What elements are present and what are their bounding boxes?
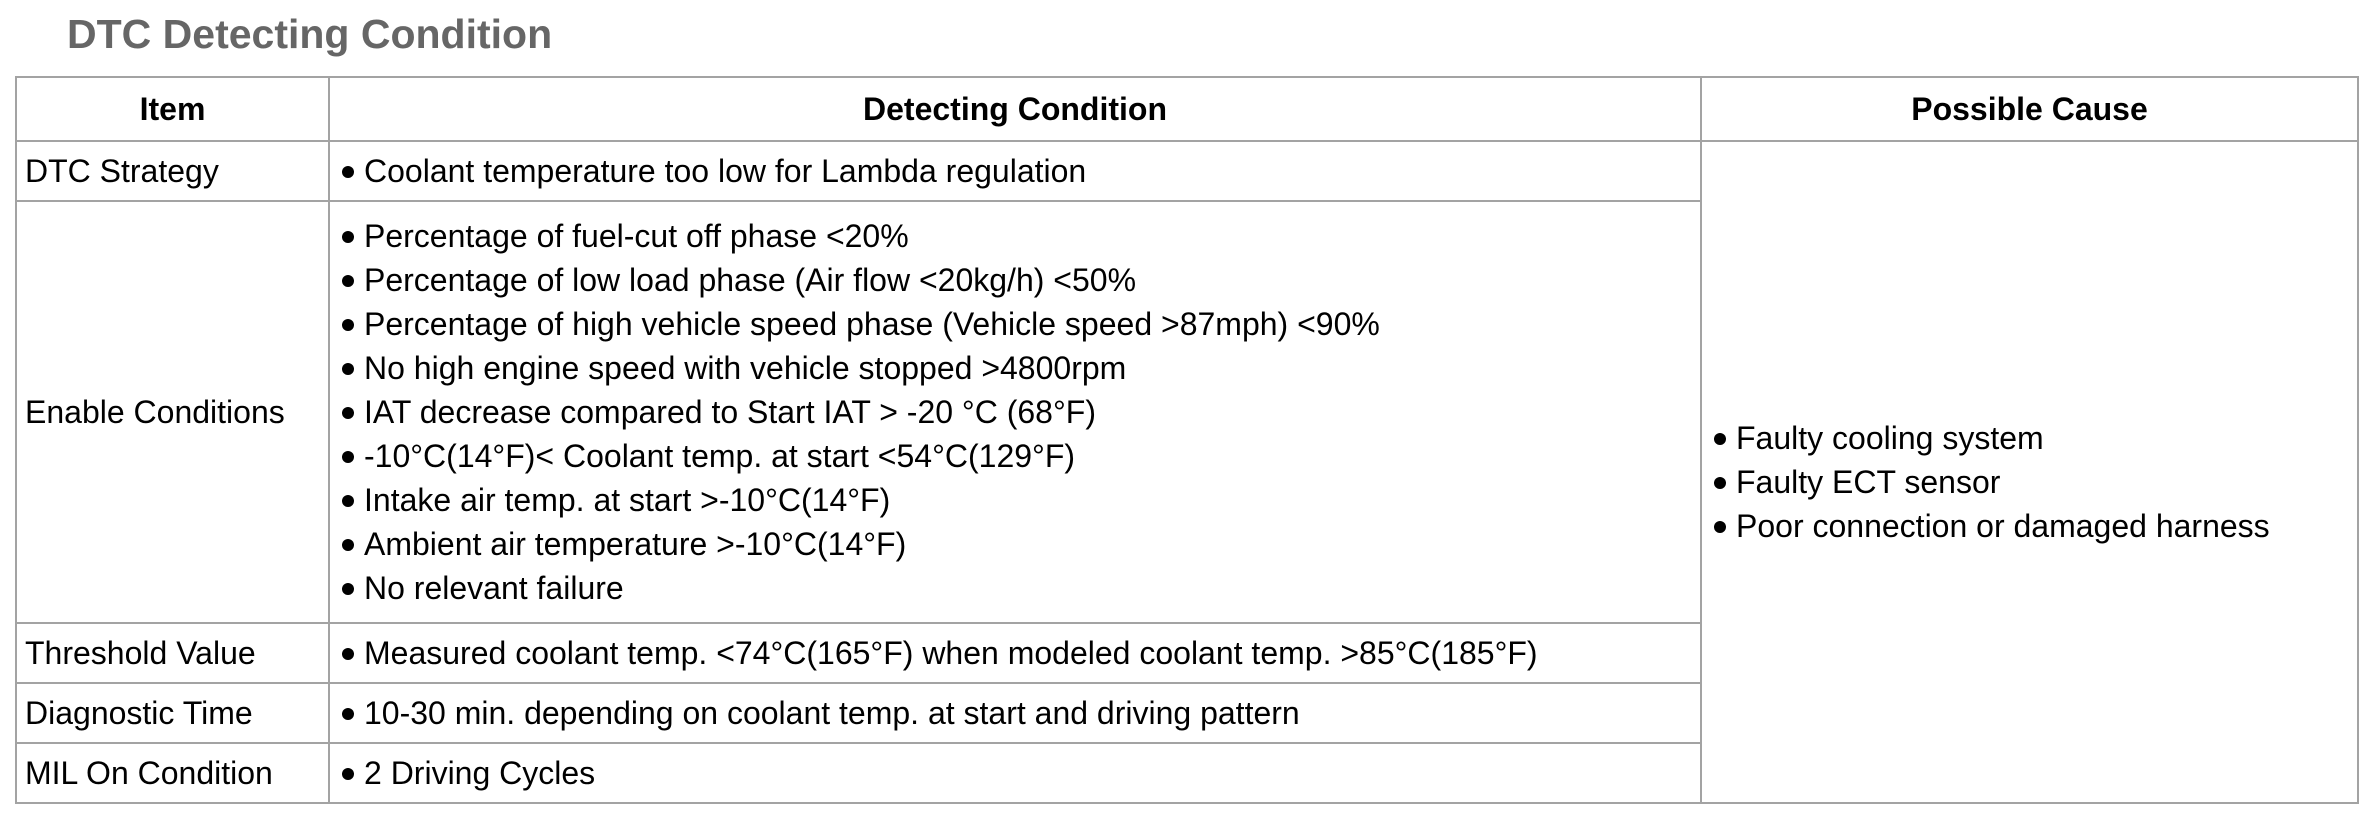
cause-bullet: Faulty cooling system: [1710, 416, 2349, 460]
condition-bullet: 10-30 min. depending on coolant temp. at start and driving pattern: [338, 691, 1692, 735]
condition-cell: [329, 201, 1701, 623]
condition-cell: [329, 743, 1701, 803]
condition-cell: [329, 623, 1701, 683]
header-detecting-condition: Detecting Condition: [329, 77, 1701, 141]
item-cell: DTC Strategy: [16, 141, 329, 201]
condition-cell: [329, 683, 1701, 743]
condition-bullet: Ambient air temperature >-10°C(14°F): [338, 522, 1692, 566]
row-dtc-strategy: [16, 141, 2358, 201]
condition-bullet: Percentage of low load phase (Air flow <20kg/h) <50%: [338, 258, 1692, 302]
page-title: DTC Detecting Condition: [67, 11, 553, 57]
item-cell: Enable Conditions: [16, 201, 329, 623]
condition-bullet: Measured coolant temp. <74°C(165°F) when modeled coolant temp. >85°C(185°F): [338, 631, 1692, 675]
condition-bullet: Coolant temperature too low for Lambda regulation: [338, 149, 1692, 193]
condition-bullet: IAT decrease compared to Start IAT > -20 °C (68°F): [338, 390, 1692, 434]
condition-bullet: Percentage of fuel-cut off phase <20%: [338, 214, 1692, 258]
possible-cause-cell: [1701, 141, 2358, 803]
header-possible-cause: Possible Cause: [1701, 77, 2358, 141]
header-item: Item: [16, 77, 329, 141]
condition-cell: [329, 141, 1701, 201]
condition-bullet: Percentage of high vehicle speed phase (Vehicle speed >87mph) <90%: [338, 302, 1692, 346]
condition-bullet: Intake air temp. at start >-10°C(14°F): [338, 478, 1692, 522]
header-row: [16, 77, 2358, 141]
condition-bullet: No high engine speed with vehicle stopped >4800rpm: [338, 346, 1692, 390]
cause-bullet: Poor connection or damaged harness: [1710, 504, 2349, 548]
cause-bullet: Faulty ECT sensor: [1710, 460, 2349, 504]
item-cell: MIL On Condition: [16, 743, 329, 803]
condition-bullet: No relevant failure: [338, 566, 1692, 610]
item-cell: Diagnostic Time: [16, 683, 329, 743]
condition-bullet: 2 Driving Cycles: [338, 751, 1692, 795]
dtc-table: [15, 76, 2359, 804]
item-cell: Threshold Value: [16, 623, 329, 683]
condition-bullet: -10°C(14°F)< Coolant temp. at start <54°C(129°F): [338, 434, 1692, 478]
